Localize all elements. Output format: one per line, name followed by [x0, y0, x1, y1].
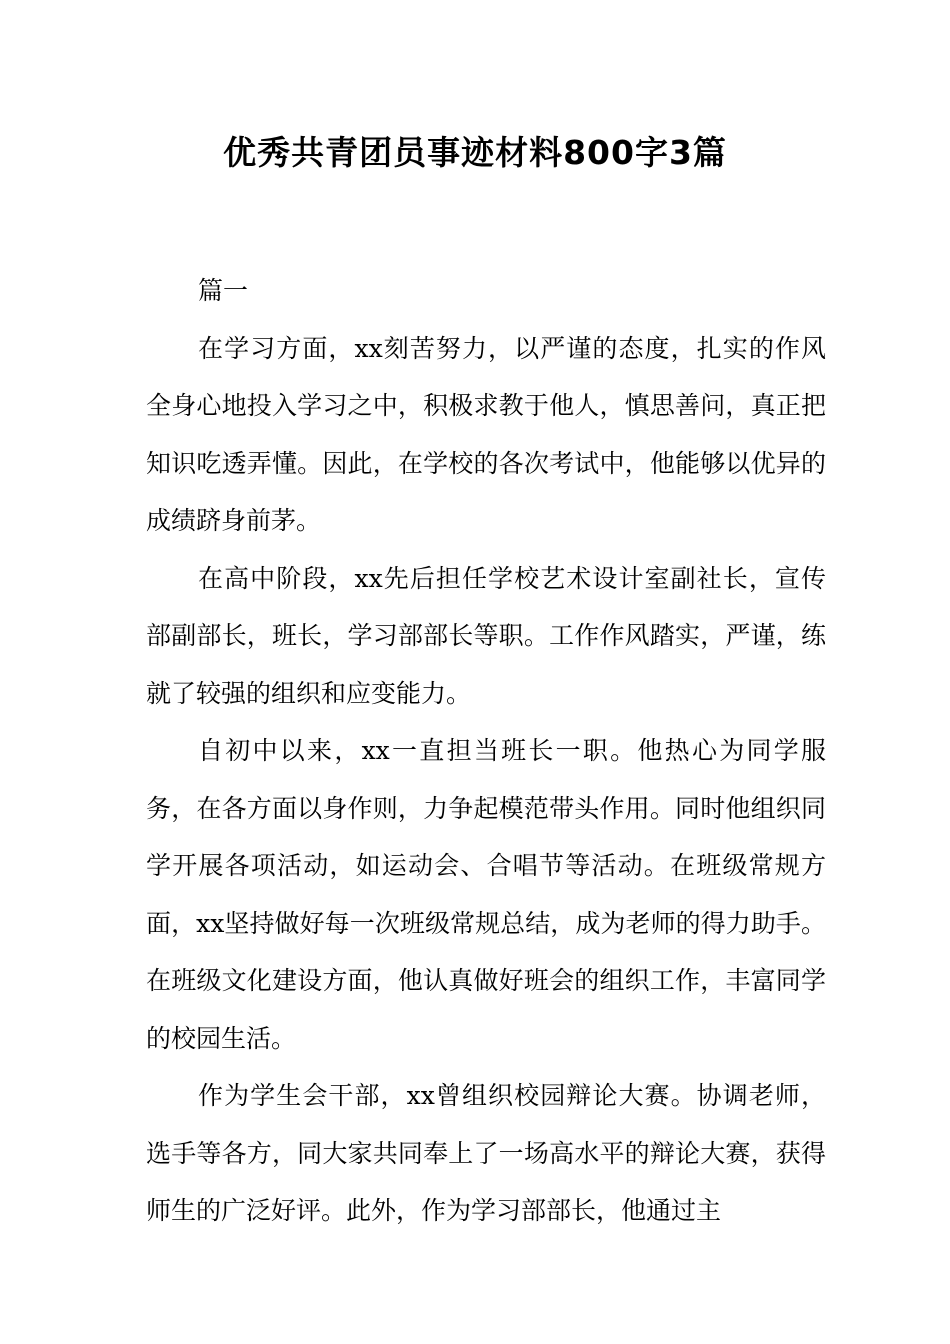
section-heading: 篇一 — [198, 276, 249, 305]
document-title: 优秀共青团员事迹材料800字3篇 — [223, 133, 727, 172]
paragraph-study: 在学习方面，xx刻苦努力，以严谨的态度，扎实的作风全身心地投入学习之中，积极求教于他人，慎思善问，真正把知识吃透弄懂。因此，在学校的各次考试中，他能够以优异的成绩跻身前茅。 — [146, 333, 826, 535]
paragraph-student-union: 作为学生会干部，xx曾组织校园辩论大赛。协调老师，选手等各方，同大家共同奉上了一场高水平的辩论大赛，获得师生的广泛好评。此外，作为学习部部长，他通过主 — [146, 1081, 826, 1225]
document-body — [146, 262, 826, 1240]
paragraph-high-school: 在高中阶段，xx先后担任学校艺术设计室副社长，宣传部副部长，班长，学习部部长等职。工作作风踏实，严谨，练就了较强的组织和应变能力。 — [146, 563, 826, 708]
paragraph-class-monitor: 自初中以来，xx一直担当班长一职。他热心为同学服务，在各方面以身作则，力争起模范带头作用。同时他组织同学开展各项活动，如运动会、合唱节等活动。在班级常规方面，xx坚持做好每一次班级常规总结，成为老师的得力助手。在班级文化建设方面，他认真做好班会的组织工作，丰富同学的校园生活。 — [146, 736, 826, 1053]
